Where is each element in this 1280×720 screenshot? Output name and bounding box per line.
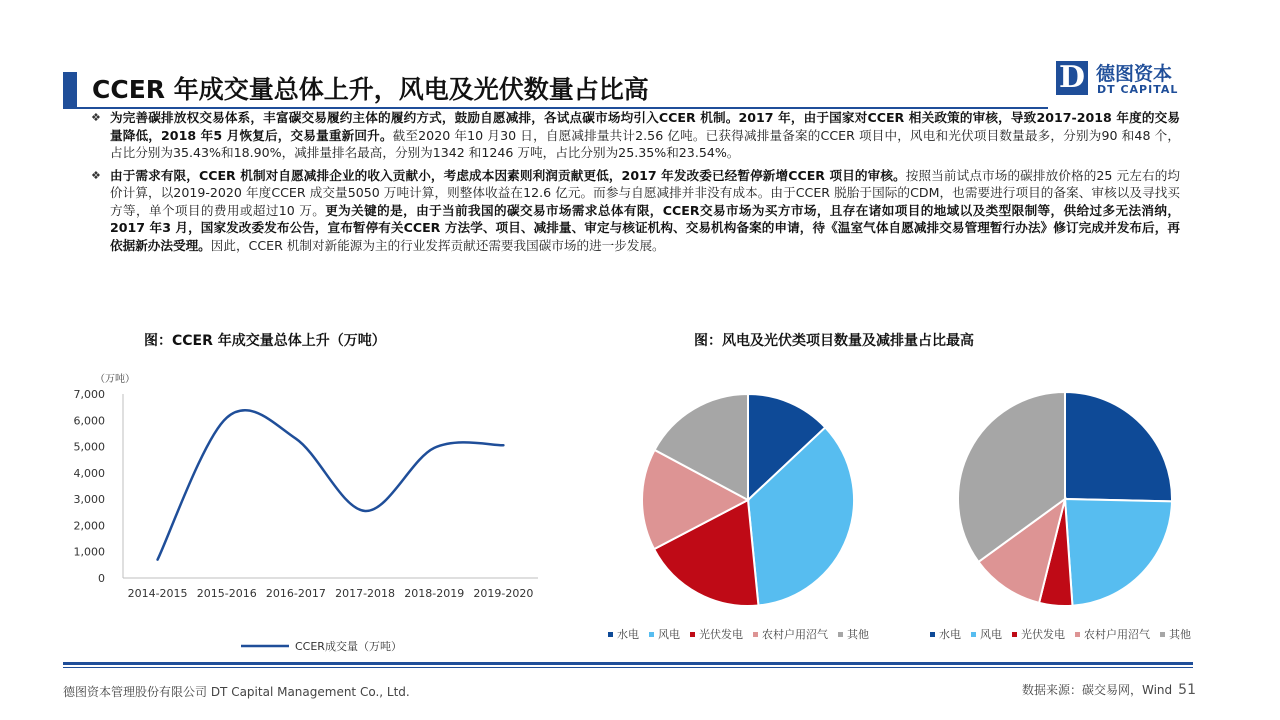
legend-swatch — [608, 632, 613, 637]
legend-entry — [1075, 626, 1150, 642]
line-chart-title: 图：CCER 年成交量总体上升（万吨） — [144, 333, 386, 349]
legend-swatch — [838, 632, 843, 637]
legend-label: 风电 — [658, 628, 680, 641]
page-number: 51 — [1178, 682, 1196, 698]
legend-label: 农村户用沼气 — [762, 628, 828, 641]
slide-title: CCER 年成交量总体上升，风电及光伏数量占比高 — [92, 75, 649, 104]
legend-label: 其他 — [847, 628, 869, 641]
y-tick-label: 0 — [98, 572, 105, 585]
bullet-2-bold-2: 更为关键的是，由于当前我国的碳交易市场需求总体有限，CCER交易市场为买方市场，且存在诸如项目的地域以及类型限制等，供给过多无法消纳，2017 年3 月，国家发改委发布公告，宣布暂停有关CCER 方法学、项目、减排量、审定与核证机构、交易机构备案的申请，待《温室气体自愿减排交易管理暂行办法》修订完成并发布后，再依据新办法受理。 — [110, 202, 1180, 253]
legend-swatch — [753, 632, 758, 637]
y-tick-label: 5,000 — [73, 440, 105, 454]
x-tick-label: 2016-2017 — [265, 587, 326, 600]
legend-label: CCER成交量（万吨） — [295, 640, 402, 653]
pie-legend-right — [930, 626, 1191, 642]
legend-entry — [838, 626, 869, 642]
project-count-pie-chart — [642, 390, 854, 610]
diamond-bullet-icon: ❖ — [91, 111, 101, 124]
legend-label: 水电 — [617, 628, 639, 641]
legend-label: 其他 — [1169, 628, 1191, 641]
legend-swatch — [690, 632, 695, 637]
bullet-item-1 — [90, 109, 1180, 162]
footer-source — [1022, 681, 1196, 698]
legend-label: 风电 — [980, 628, 1002, 641]
y-tick-label: 6,000 — [73, 414, 105, 428]
y-axis-unit-label: （万吨） — [95, 374, 135, 385]
bullet-1-text: 截至2020 年10 月30 日，自愿减排量共计2.56 亿吨。已获得减排量备案的CCER 项目中，风电和光伏项目数量最多，分别为90 和48 个，占比分别为35.43%和18.90%，减排量排名最高，分别为1342 和1246 万吨，占比分别为25.35%和23.54%。 — [110, 127, 1180, 160]
x-tick-label: 2019-2020 — [473, 587, 534, 600]
legend-label: 农村户用沼气 — [1084, 628, 1150, 641]
x-tick-label: 2017-2018 — [335, 587, 396, 600]
footer-company: 德图资本管理股份有限公司 DT Capital Management Co., Ltd. — [63, 685, 410, 699]
legend-label: 水电 — [939, 628, 961, 641]
legend-swatch — [1075, 632, 1080, 637]
logo-mark: D — [1056, 61, 1088, 95]
legend-entry — [608, 626, 639, 642]
reduction-volume-pie-slice-1 — [1065, 392, 1172, 501]
reduction-volume-pie-chart — [958, 387, 1172, 611]
legend-label: 光伏发电 — [1021, 628, 1065, 641]
legend-entry — [1012, 626, 1065, 642]
footer-divider — [63, 662, 1193, 665]
legend-swatch — [971, 632, 976, 637]
legend-entry — [690, 626, 743, 642]
legend-entry — [971, 626, 1002, 642]
logo-english-name: DT CAPITAL — [1097, 83, 1179, 96]
bullet-2-bold-1: 由于需求有限，CCER 机制对自愿减排企业的收入贡献小，考虑成本因素则利润贡献更低，2017 年发改委已经暂停新增CCER 项目的审核。 — [110, 167, 906, 183]
title-accent-bar — [63, 72, 77, 108]
legend-entry — [753, 626, 828, 642]
bullet-list — [90, 109, 1180, 259]
ccer-volume-series-line — [158, 410, 504, 559]
pie-chart-title: 图：风电及光伏类项目数量及减排量占比最高 — [694, 333, 974, 349]
legend-swatch — [1012, 632, 1017, 637]
reduction-volume-pie-slice-2 — [1065, 499, 1172, 606]
x-tick-label: 2014-2015 — [127, 587, 188, 600]
y-tick-label: 1,000 — [73, 545, 105, 559]
bullet-2-text-2: 因此，CCER 机制对新能源为主的行业发挥贡献还需要我国碳市场的进一步发展。 — [210, 237, 665, 253]
legend-entry — [1160, 626, 1191, 642]
pie-legend-left — [608, 626, 869, 642]
x-tick-label: 2018-2019 — [404, 587, 465, 600]
footer-divider-thin — [63, 667, 1193, 668]
legend-swatch — [1160, 632, 1165, 637]
legend-label: 光伏发电 — [699, 628, 743, 641]
y-tick-label: 2,000 — [73, 519, 105, 533]
bullet-2-text-1: 按照当前试点市场的碳排放价格的25 元左右的均价计算，以2019-2020 年度CCER 成交量5050 万吨计算，则整体收益在12.6 亿元。而参与自愿减排并非没有成本。由于CCER 脱胎于国际的CDM，也需要进行项目的备案、审核以及寻找买方等，单个项目的费用或超过10 万。 — [110, 167, 1180, 218]
dt-capital-logo — [1056, 61, 1196, 101]
legend-swatch — [930, 632, 935, 637]
y-tick-label: 3,000 — [73, 493, 105, 507]
data-source: 数据来源：碳交易网，Wind — [1022, 683, 1173, 697]
legend-entry — [649, 626, 680, 642]
legend-entry — [930, 626, 961, 642]
x-tick-label: 2015-2016 — [196, 587, 257, 600]
bullet-1-bold: 为完善碳排放权交易体系，丰富碳交易履约主体的履约方式，鼓励自愿减排，各试点碳市场均引入CCER 机制。2017 年，由于国家对CCER 相关政策的审核，导致2017-2018 年度的交易量降低，2018 年5 月恢复后，交易量重新回升。 — [110, 110, 1180, 143]
logo-chinese-name: 德图资本 — [1096, 63, 1173, 85]
legend-swatch — [649, 632, 654, 637]
y-tick-label: 7,000 — [73, 388, 105, 401]
y-tick-label: 4,000 — [73, 466, 105, 480]
ccer-volume-line-chart — [63, 365, 563, 665]
diamond-bullet-icon: ❖ — [91, 168, 101, 182]
bullet-item-2 — [90, 167, 1180, 255]
